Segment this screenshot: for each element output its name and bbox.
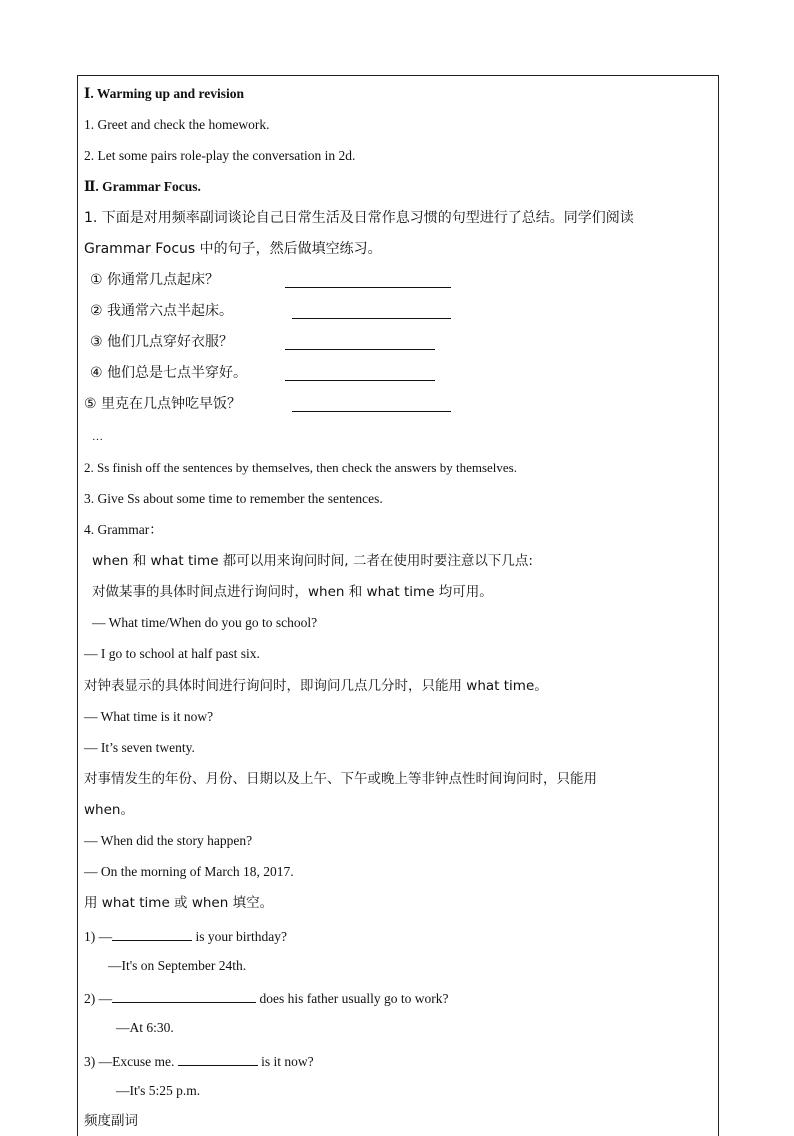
ellipsis: … bbox=[92, 431, 104, 443]
rule-1: 对做某事的具体时间点进行询问时，when 和 what time 均可用。 bbox=[92, 584, 493, 600]
frequency-adverbs-heading: 频度副词 bbox=[84, 1113, 138, 1129]
translation-question-5: ⑤ 里克在几点钟吃早饭？ bbox=[84, 396, 242, 412]
answer-blank-3[interactable] bbox=[285, 335, 435, 350]
translation-question-4: ④ 他们总是七点半穿好。 bbox=[90, 365, 248, 381]
exercise-q1-suffix: is your birthday? bbox=[192, 929, 287, 944]
translation-question-2: ② 我通常六点半起床。 bbox=[90, 303, 234, 319]
step-grammar: 4. Grammar： bbox=[84, 522, 163, 537]
exercise-answer-1: —It's on September 24th. bbox=[108, 958, 247, 973]
lesson-plan-table bbox=[77, 75, 719, 1136]
translation-question-3: ③ 他们几点穿好衣服？ bbox=[90, 334, 234, 350]
step-finish-sentences: 2. Ss finish off the sentences by themselves, then check the answers by themselves. bbox=[84, 460, 517, 475]
example-2-question: — What time is it now? bbox=[84, 709, 214, 724]
exercise-question-3 bbox=[84, 1051, 314, 1071]
exercise-q2-prefix: 2) — bbox=[84, 991, 113, 1006]
step-remember: 3. Give Ss about some time to remember the sentences. bbox=[84, 491, 383, 506]
example-3-question: — When did the story happen? bbox=[84, 833, 253, 848]
grammar-intro-line1: 1. 下面是对用频率副词谈论自己日常生活及日常作息习惯的句型进行了总结。同学们阅读 bbox=[84, 210, 634, 226]
grammar-intro-line2: Grammar Focus 中的句子，然后做填空练习。 bbox=[84, 241, 382, 257]
rule-3-line2: when。 bbox=[84, 802, 134, 818]
example-1-answer: — I go to school at half past six. bbox=[84, 646, 260, 661]
section-2-title: Ⅱ. Grammar Focus. bbox=[84, 179, 201, 194]
exercise-question-1 bbox=[84, 926, 287, 946]
exercise-blank-3[interactable] bbox=[178, 1051, 258, 1066]
exercise-answer-3: —It's 5:25 p.m. bbox=[116, 1083, 201, 1098]
exercise-instruction: 用 what time 或 when 填空。 bbox=[84, 895, 274, 911]
step-greet: 1. Greet and check the homework. bbox=[84, 117, 270, 132]
rule-2: 对钟表显示的具体时间进行询问时，即询问几点几分时，只能用 what time。 bbox=[84, 678, 548, 694]
rule-intro: when 和 what time 都可以用来询问时间, 二者在使用时要注意以下几点: bbox=[92, 553, 533, 569]
exercise-q1-prefix: 1) — bbox=[84, 929, 113, 944]
exercise-answer-2: —At 6:30. bbox=[116, 1020, 174, 1035]
section-1-title: Ⅰ. Warming up and revision bbox=[84, 86, 244, 101]
example-1-question: — What time/When do you go to school? bbox=[92, 615, 318, 630]
rule-3-line1: 对事情发生的年份、月份、日期以及上午、下午或晚上等非钟点性时间询问时，只能用 bbox=[84, 771, 597, 787]
exercise-blank-2[interactable] bbox=[112, 988, 256, 1003]
answer-blank-5[interactable] bbox=[292, 397, 451, 412]
exercise-blank-1[interactable] bbox=[112, 926, 192, 941]
exercise-q2-suffix: does his father usually go to work? bbox=[256, 991, 449, 1006]
exercise-q3-prefix: 3) —Excuse me. bbox=[84, 1054, 178, 1069]
exercise-question-2 bbox=[84, 988, 448, 1008]
translation-question-1: ① 你通常几点起床？ bbox=[90, 272, 220, 288]
answer-blank-1[interactable] bbox=[285, 273, 451, 288]
answer-blank-2[interactable] bbox=[292, 304, 451, 319]
example-3-answer: — On the morning of March 18, 2017. bbox=[84, 864, 294, 879]
exercise-q3-suffix: is it now? bbox=[257, 1054, 314, 1069]
answer-blank-4[interactable] bbox=[285, 366, 435, 381]
step-role-play: 2. Let some pairs role-play the conversation in 2d. bbox=[84, 148, 356, 163]
example-2-answer: — It’s seven twenty. bbox=[84, 740, 195, 755]
